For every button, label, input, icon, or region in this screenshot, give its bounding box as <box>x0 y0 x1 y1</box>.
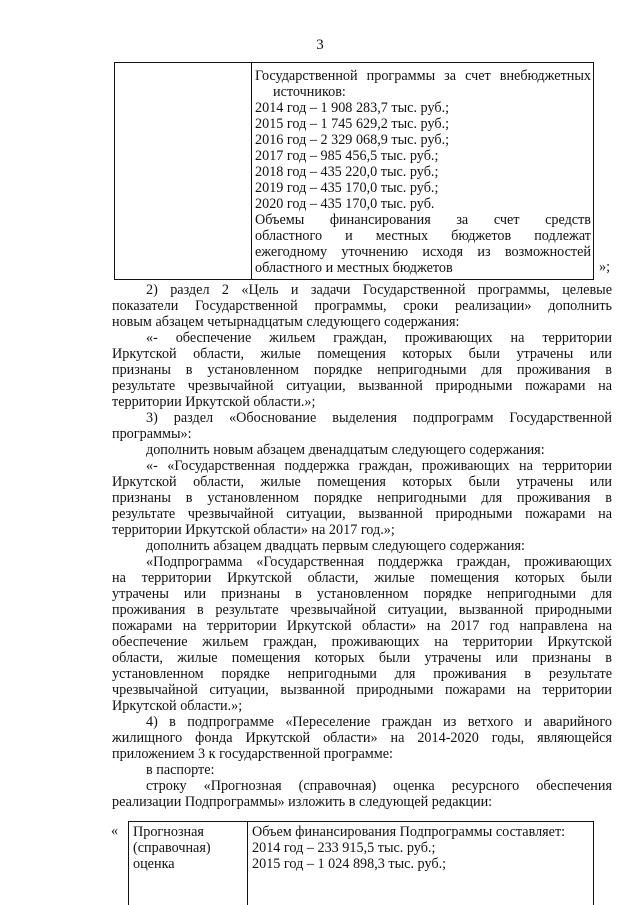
paragraph-line: 3) раздел «Обоснование выделения подпрограмм Государственной <box>146 410 612 426</box>
table-line: Объем финансирования Подпрограммы составляет: <box>252 824 566 840</box>
paragraph-line: обеспечение жильем граждан, проживающих на территории Иркутской <box>112 634 612 650</box>
paragraph-line: новым абзацем четырнадцатым следующего содержания: <box>112 314 460 330</box>
paragraph-line: результате чрезвычайной ситуации, вызванной природными пожарами на <box>112 506 612 522</box>
funding-cell <box>255 68 591 276</box>
paragraph-line: Иркутской области, жилые помещения которых были утрачены или <box>112 346 612 362</box>
table-line: 2018 год – 435 220,0 тыс. руб.; <box>255 164 439 180</box>
table-line: 2020 год – 435 170,0 тыс. руб. <box>255 196 435 212</box>
forecast-table <box>128 821 594 905</box>
paragraph-line: Иркутской области.»; <box>112 698 243 714</box>
paragraph-line: жилищного фонда Иркутской области» на 2014-2020 годы, являющейся <box>112 730 612 746</box>
table-line: 2017 год – 985 456,5 тыс. руб.; <box>255 148 439 164</box>
table-line: 2015 год – 1 745 629,2 тыс. руб.; <box>255 116 450 132</box>
table-line: 2019 год – 435 170,0 тыс. руб.; <box>255 180 439 196</box>
closing-quote: »; <box>599 259 611 275</box>
table-line: источников: <box>273 84 346 100</box>
forecast-value-cell <box>252 824 592 872</box>
table-line: 2015 год – 1 024 898,3 тыс. руб.; <box>252 856 447 872</box>
paragraph-line: реализации Подпрограммы» изложить в следующей редакции: <box>112 794 493 810</box>
paragraph-line: дополнить абзацем двадцать первым следующего содержания: <box>146 538 525 554</box>
paragraph-line: в паспорте: <box>146 762 215 778</box>
table-line: Прогнозная <box>133 824 204 840</box>
table-line: областного и местных бюджетов подлежат <box>255 228 591 244</box>
table-line: ежегодному уточнению исходя из возможностей <box>255 244 591 260</box>
paragraph-line: проживания в результате чрезвычайной ситуации, вызванной природными <box>112 602 612 618</box>
paragraph-line: «- обеспечение жильем граждан, проживающих на территории <box>146 330 612 346</box>
forecast-label-cell <box>133 824 243 872</box>
paragraph-line: утрачены или признаны в установленном порядке непригодными для <box>112 586 612 602</box>
opening-quote: « <box>111 823 119 839</box>
paragraph-line: 2) раздел 2 «Цель и задачи Государственной программы, целевые <box>146 282 612 298</box>
table-line: областного и местных бюджетов <box>255 260 453 276</box>
paragraph-line: 4) в подпрограмме «Переселение граждан из ветхого и аварийного <box>146 714 612 730</box>
paragraph-line: строку «Прогнозная (справочная) оценка ресурсного обеспечения <box>146 778 612 794</box>
table-line: (справочная) <box>133 840 211 856</box>
paragraph-line: дополнить новым абзацем двенадцатым следующего содержания: <box>146 442 545 458</box>
paragraph-line: пожарами на территории Иркутской области» на 2017 год направлена на <box>112 618 612 634</box>
paragraph-line: области, жилые помещения которых были утрачены или признаны в <box>112 650 612 666</box>
paragraph-line: признаны в установленном порядке непригодными для проживания в <box>112 490 612 506</box>
table-divider <box>251 63 252 279</box>
paragraph-line: признаны в установленном порядке непригодными для проживания в <box>112 362 612 378</box>
table-line: Государственной программы за счет внебюджетных <box>255 68 591 84</box>
paragraph-line: «- «Государственная поддержка граждан, проживающих на территории <box>146 458 612 474</box>
paragraph-line: приложением 3 к государственной программе: <box>112 746 393 762</box>
page-number: 3 <box>316 37 324 53</box>
paragraph-line: чрезвычайной ситуации, вызванной природными пожарами на территории <box>112 682 612 698</box>
paragraph-line: Иркутской области, жилые помещения которых были утрачены или <box>112 474 612 490</box>
table-line: 2014 год – 233 915,5 тыс. руб.; <box>252 840 436 856</box>
paragraph-line: территории Иркутской области.»; <box>112 394 316 410</box>
document-body <box>112 282 612 810</box>
paragraph-line: «Подпрограмма «Государственная поддержка граждан, проживающих <box>146 554 612 570</box>
table-line: 2014 год – 1 908 283,7 тыс. руб.; <box>255 100 450 116</box>
paragraph-line: установленном порядке непригодными для проживания в результате <box>112 666 612 682</box>
table-line: 2016 год – 2 329 068,9 тыс. руб.; <box>255 132 450 148</box>
funding-table <box>114 62 594 280</box>
table-divider <box>247 822 248 905</box>
table-line: оценка <box>133 856 175 872</box>
paragraph-line: показатели Государственной программы, сроки реализации» дополнить <box>112 298 612 314</box>
paragraph-line: результате чрезвычайной ситуации, вызванной природными пожарами на <box>112 378 612 394</box>
table-line: Объемы финансирования за счет средств <box>255 212 591 228</box>
paragraph-line: программы»: <box>112 426 192 442</box>
paragraph-line: территории Иркутской области» на 2017 год.»; <box>112 522 395 538</box>
paragraph-line: на территории Иркутской области, жилые помещения которых были <box>112 570 612 586</box>
